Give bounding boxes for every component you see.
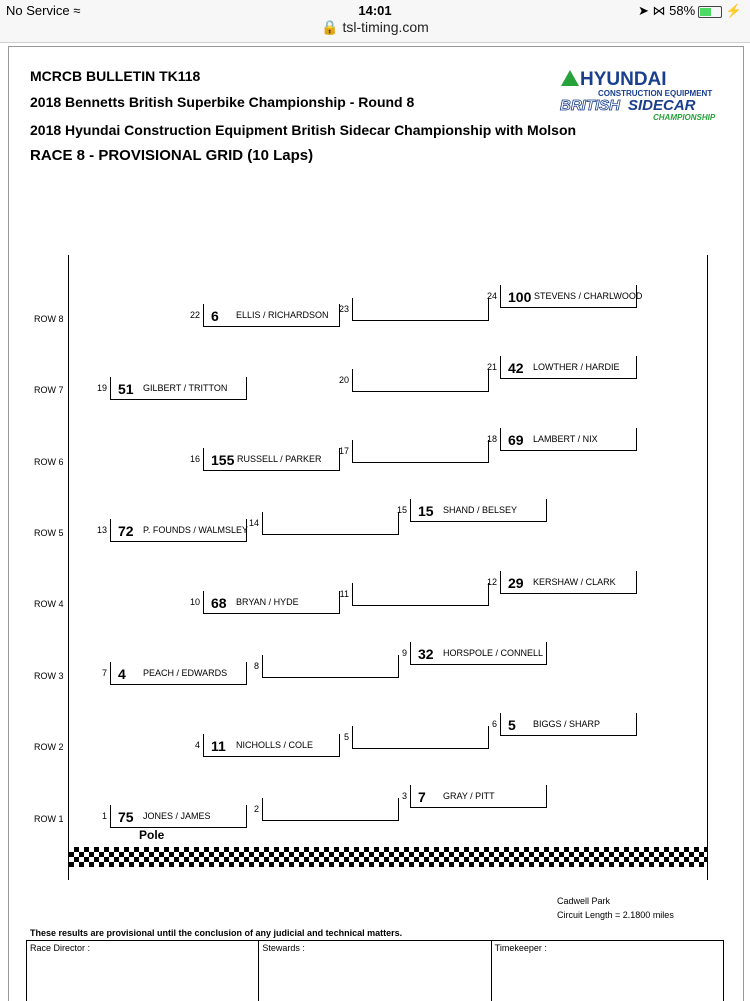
crew-names: BIGGS / SHARP — [533, 719, 601, 729]
crew-names: SHAND / BELSEY — [443, 505, 518, 515]
grid-position: 22 — [189, 310, 200, 320]
grid-slot — [352, 583, 489, 606]
grid-position: 23 — [338, 304, 349, 314]
grid-position: 4 — [194, 740, 200, 750]
crew-names: STEVENS / CHARLWOOD — [534, 291, 643, 301]
circuit-length: Circuit Length = 2.1800 miles — [557, 910, 674, 920]
race-director-cell: Race Director : — [27, 941, 259, 1001]
grid-slot — [352, 298, 489, 321]
grid-position: 1 — [101, 811, 107, 821]
car-number: 32 — [418, 646, 434, 662]
car-number: 51 — [118, 381, 134, 397]
grid-slot — [262, 798, 399, 821]
logo-championship: CHAMPIONSHIP — [653, 113, 716, 122]
signature-table — [26, 940, 724, 1001]
row-label: ROW 8 — [34, 314, 64, 324]
grid-slot — [352, 726, 489, 749]
grid-position: 5 — [343, 732, 349, 742]
crew-names: LAMBERT / NIX — [533, 434, 598, 444]
grid-position: 6 — [491, 719, 497, 729]
grid-position: 10 — [189, 597, 200, 607]
clock: 14:01 — [358, 3, 392, 18]
grid-slot — [352, 440, 489, 463]
finish-line-checker — [69, 847, 707, 867]
wifi-icon: ≈ — [73, 3, 81, 18]
crew-names: LOWTHER / HARDIE — [533, 362, 620, 372]
grid-position: 12 — [486, 577, 497, 587]
race-title: RACE 8 - PROVISIONAL GRID (10 Laps) — [30, 147, 314, 164]
crew-names: KERSHAW / CLARK — [533, 577, 616, 587]
logo-brand: HYUNDAI — [580, 69, 667, 90]
grid-position: 2 — [253, 804, 259, 814]
location-icon: ➤ — [638, 3, 649, 18]
row-label: ROW 4 — [34, 599, 64, 609]
stewards-cell: Stewards : — [259, 941, 491, 1001]
grid-position: 24 — [486, 291, 497, 301]
car-number: 75 — [118, 809, 134, 825]
battery-percent: 58% — [669, 3, 696, 18]
crew-names: RUSSELL / PARKER — [237, 454, 322, 464]
grid-position: 21 — [486, 362, 497, 372]
grid-slot — [262, 655, 399, 678]
car-number: 5 — [508, 717, 516, 733]
grid-position: 17 — [338, 446, 349, 456]
crew-names: GRAY / PITT — [443, 791, 495, 801]
row-label: ROW 7 — [34, 385, 64, 395]
row-label: ROW 1 — [34, 814, 64, 824]
crew-names: NICHOLLS / COLE — [236, 740, 314, 750]
crew-names: GILBERT / TRITTON — [143, 383, 228, 393]
battery-icon — [698, 6, 722, 18]
crew-names: P. FOUNDS / WALMSLEY — [143, 525, 249, 535]
car-number: 11 — [211, 738, 226, 754]
address-bar[interactable] — [0, 19, 750, 36]
grid-left-border — [68, 255, 69, 880]
crew-names: HORSPOLE / CONNELL — [443, 648, 544, 658]
car-number: 155 — [211, 452, 235, 468]
championship-title: 2018 Bennetts British Superbike Championship - Round 8 — [30, 94, 415, 110]
grid-slot — [352, 369, 489, 392]
car-number: 15 — [418, 503, 434, 519]
logo-tagline: CONSTRUCTION EQUIPMENT — [598, 89, 713, 98]
row-label: ROW 2 — [34, 742, 64, 752]
row-label: ROW 6 — [34, 457, 64, 467]
grid-position: 7 — [101, 668, 107, 678]
lock-icon: 🔒 — [321, 19, 339, 35]
bulletin-title: MCRCB BULLETIN TK118 — [30, 68, 201, 84]
grid-right-border — [707, 255, 708, 880]
crew-names: ELLIS / RICHARDSON — [236, 310, 329, 320]
crew-names: PEACH / EDWARDS — [143, 668, 228, 678]
logo-triangle — [561, 70, 579, 86]
logo-sidecar: SIDECAR — [628, 97, 696, 114]
bluetooth-icon: ⋈ — [652, 3, 666, 18]
grid-position: 13 — [96, 525, 107, 535]
charging-icon: ⚡ — [725, 3, 742, 18]
row-label: ROW 3 — [34, 671, 64, 681]
grid-position: 14 — [248, 518, 259, 528]
carrier-status: No Service ≈ — [6, 3, 81, 18]
grid-position: 9 — [401, 648, 407, 658]
row-label: ROW 5 — [34, 528, 64, 538]
pole-label: Pole — [139, 828, 165, 842]
grid-position: 16 — [189, 454, 200, 464]
provisional-note: These results are provisional until the conclusion of any judicial and technical matters. — [30, 928, 403, 938]
car-number: 100 — [508, 289, 532, 305]
car-number: 72 — [118, 523, 134, 539]
car-number: 69 — [508, 432, 524, 448]
car-number: 42 — [508, 360, 524, 376]
crew-names: JONES / JAMES — [143, 811, 211, 821]
grid-slot — [262, 512, 399, 535]
crew-names: BRYAN / HYDE — [236, 597, 299, 607]
grid-position: 19 — [96, 383, 107, 393]
grid-position: 20 — [338, 375, 349, 385]
grid-position: 18 — [486, 434, 497, 444]
status-bar — [0, 0, 750, 43]
grid-position: 15 — [396, 505, 407, 515]
car-number: 7 — [418, 789, 426, 805]
grid-position: 11 — [339, 589, 349, 599]
championship-logo — [558, 64, 728, 122]
car-number: 4 — [118, 666, 126, 682]
grid-position: 8 — [253, 661, 259, 671]
system-status — [638, 3, 742, 19]
logo-british: BRITISH — [560, 97, 620, 114]
car-number: 29 — [508, 575, 524, 591]
grid-position: 3 — [401, 791, 407, 801]
series-subtitle: 2018 Hyundai Construction Equipment British Sidecar Championship with Molson — [30, 122, 577, 138]
url-text: tsl-timing.com — [342, 19, 429, 35]
car-number: 68 — [211, 595, 227, 611]
car-number: 6 — [211, 308, 219, 324]
venue-name: Cadwell Park — [557, 896, 611, 906]
timekeeper-cell: Timekeeper : — [494, 943, 547, 953]
